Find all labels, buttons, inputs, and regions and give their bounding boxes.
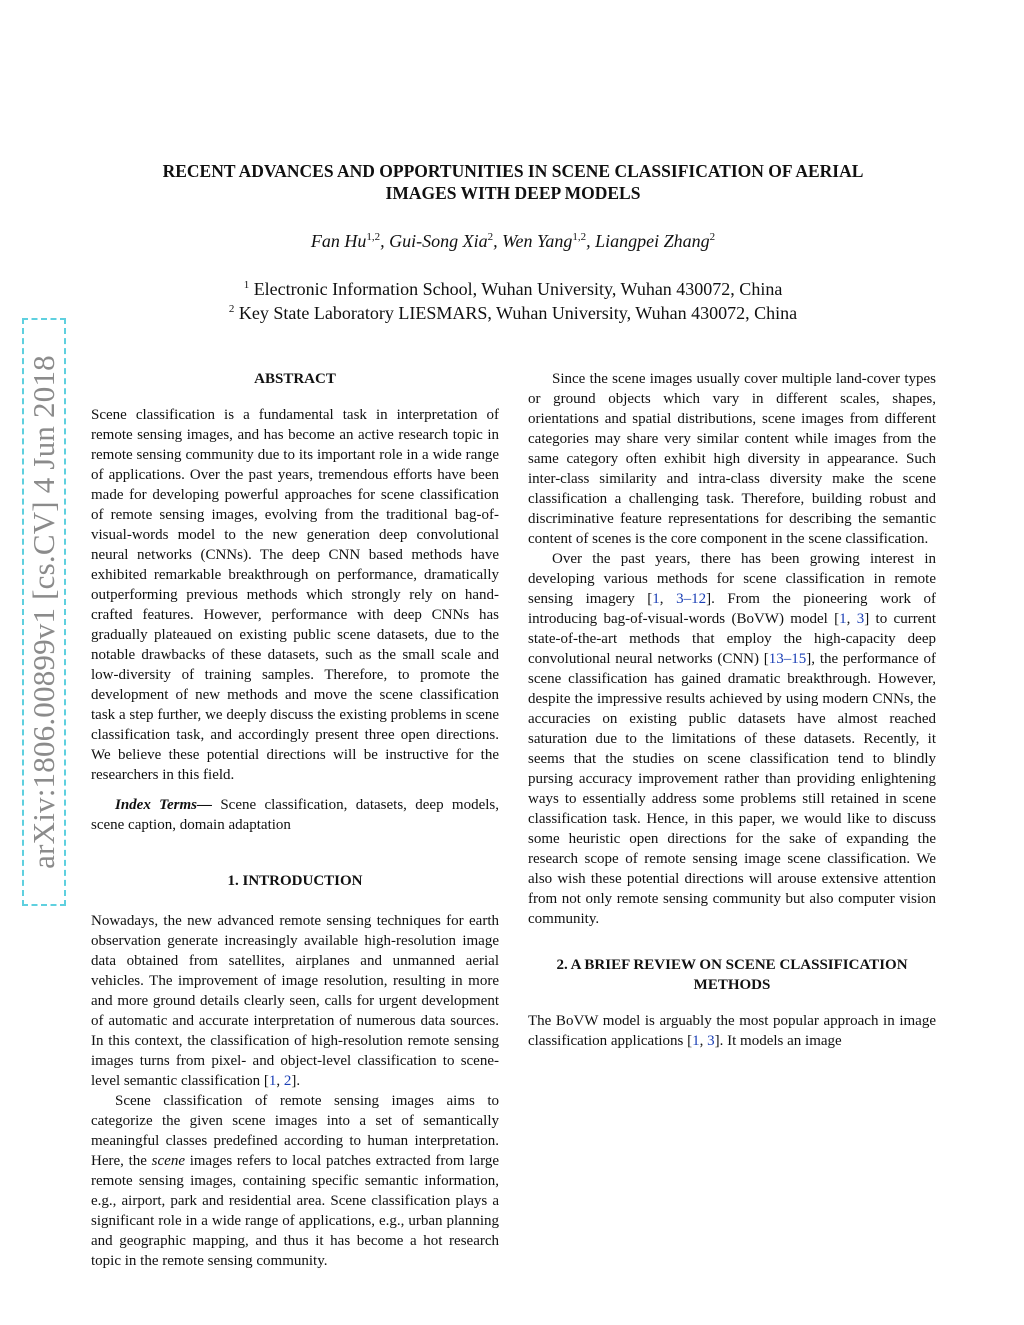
paragraph-text-continued: images refers to local patches extracted from large remote sensing images, containing specific semantic information, e.g., airport, park and residential area. Scene classification plays a significant role in a wide range of applications, e.g., urban planning and geographic mapping, and thus it has become a hot research topic in the remote sensing community. (91, 1153, 500, 1269)
section-2-heading-line-1: 2. A BRIEF REVIEW ON SCENE CLASSIFICATION (556, 957, 908, 973)
citation-link[interactable]: 3 (707, 1033, 715, 1049)
citation-separator: , (276, 1073, 284, 1089)
arxiv-identifier: arXiv:1806.00899v1 [cs.CV] 4 Jun 2018 (26, 355, 61, 869)
paragraph-text: Nowadays, the new advanced remote sensing techniques for earth observation generate increasingly available high-resolution image data obtained from satellites, airplanes and unmanned aerial vehicles. The improvement of image resolution, resulting in more and more ground details clearly seen, calls for urgent development of automatic and accurate interpretation of numerous data sources. In this context, the classification of high-resolution remote sensing images turns from pixel- and object-level classification to scene-level semantic classification [ (91, 913, 499, 1089)
affiliation-text: Key State Laboratory LIESMARS, Wuhan University, Wuhan 430072, China (238, 303, 798, 323)
paragraph-text: ]. From the pioneering work of introducing bag-of-visual-words (BoVW) model [ (528, 591, 937, 627)
citation-close: ]. (291, 1073, 301, 1089)
author-name: Fan Hu (310, 231, 367, 251)
right-column (528, 369, 936, 1051)
section-1-heading: 1. INTRODUCTION (227, 873, 363, 889)
intro-paragraph-3: Since the scene images usually cover multiple land-cover types or ground objects which vary in different scales, shapes, orientations and spatial distributions, scene images from different categories may share very similar content while images from the same category often exhibit high diversity in appearance. Such inter-class similarity and intra-class diversity make the scene classification a challenging task. Therefore, building robust and discriminative feature representations for describing the semantic content of scenes is the core component in the scene classification. (528, 371, 936, 547)
index-terms (91, 795, 499, 835)
emphasis-text: scene (151, 1153, 185, 1169)
paragraph-text: ], the performance of scene classification has gained dramatic breakthrough. However, despite the impressive results achieved by using modern CNNs, the accuracies on existing public datasets have almost reached saturation due to the limitations of these datasets. Recently, it seems that the studies on scene classification tend to blindly pursing accuracy improvement rather than providing enlightening ways to essentially address some problems still retained in scene classification task. Hence, in this paper, we would like to discuss some heuristic open directions for the sake of expanding the research scope of remote sensing image scene classification. We also wish these potential directions will arouse extensive attention from not only remote sensing community but also computer vision community. (528, 651, 937, 927)
author-affil-sup: 2 (709, 231, 716, 243)
citation-link[interactable]: 13–15 (768, 651, 807, 667)
paragraph-text: Over the past years, there has been growing interest in developing various methods for scene classification in remote sensing imagery [ (528, 551, 936, 607)
citation-separator: , (846, 611, 857, 627)
abstract-text: Scene classification is a fundamental task in interpretation of remote sensing images, and has become an active research topic in remote sensing community due to its important role in a wide range of applications. Over the past years, tremendous efforts have been made for developing powerful approaches for scene classification of remote sensing images, evolving from the traditional bag-of-visual-words model to the new generation deep convolutional neural networks (CNNs). The deep CNN based methods have exhibited remarkable breakthrough on performance, dramatically outperforming previous methods which strongly rely on hand-crafted features. However, performance with deep CNNs has gradually plateaued on existing public scene datasets, due to the notable drawbacks of these datasets, such as the small scale and low-diversity of training samples. Therefore, to promote the development of new methods and move the scene classification task a step further, we deeply discuss the existing problems in scene classification task, and accordingly present three open directions. We believe these potential directions will be instructive for the researchers in this field. (91, 407, 499, 783)
left-column (91, 369, 499, 1271)
affiliation-2 (90, 303, 936, 324)
section-2-heading (528, 955, 936, 995)
paragraph-text: ] to current state-of-the-art methods that employ the high-capacity deep convolutional neural networks (CNN) [ (528, 611, 937, 667)
author-name: Wen Yang (502, 231, 573, 251)
affiliation-1 (90, 279, 936, 300)
paragraph-text: ]. It models an image (714, 1033, 842, 1049)
citation-separator: , (659, 591, 677, 607)
title-line-1: RECENT ADVANCES AND OPPORTUNITIES IN SCENE CLASSIFICATION OF AERIAL (162, 161, 864, 181)
paragraph-text: The BoVW model is arguably the most popular approach in image classification applications [ (528, 1013, 936, 1049)
citation-separator: , (699, 1033, 708, 1049)
author-name: Gui-Song Xia (389, 231, 488, 251)
index-terms-text: Scene classification, datasets, deep models, scene caption, domain adaptation (91, 797, 499, 833)
author-name: Liangpei Zhang (595, 231, 710, 251)
arxiv-sidebar-stamp (22, 318, 66, 906)
affiliation-number: 1 (243, 279, 250, 291)
paper-title (90, 160, 936, 204)
citation-link[interactable]: 1 (652, 591, 660, 607)
title-line-2: IMAGES WITH DEEP MODELS (385, 183, 641, 203)
citation-link[interactable]: 1 (268, 1073, 277, 1089)
citation-link[interactable]: 1 (839, 611, 847, 627)
author-affil-sup: 1,2 (366, 231, 381, 243)
author-list: Fan Hu$^{1,2}$, Gui-Song Xia$^2$, Wen Yang$^{1,2}$, Liangpei Zhang$^2$ (310, 231, 716, 251)
paragraph-text: Scene classification of remote sensing images aims to categorize the given scene images into a set of semantically meaningful classes predefined according to human interpretation. Here, the (91, 1093, 499, 1169)
intro-paragraph-1 (91, 911, 499, 1091)
intro-paragraph-4 (528, 549, 936, 929)
citation-link[interactable]: 1 (692, 1033, 700, 1049)
section-2-heading-line-2: METHODS (693, 977, 771, 993)
index-terms-label: Index Terms— (115, 797, 212, 813)
author-affil-sup: 1,2 (572, 231, 587, 243)
author-affil-sup: 2 (487, 231, 494, 243)
affiliation-text: Electronic Information School, Wuhan University, Wuhan 430072, China (253, 279, 783, 299)
abstract-heading: ABSTRACT (254, 371, 336, 387)
citation-link[interactable]: 2 (283, 1073, 292, 1089)
citation-link[interactable]: 3 (856, 611, 865, 627)
review-paragraph-1 (528, 1011, 936, 1051)
citation-link[interactable]: 3–12 (676, 591, 707, 607)
affiliation-number: 2 (228, 303, 235, 315)
intro-paragraph-2 (91, 1091, 499, 1271)
